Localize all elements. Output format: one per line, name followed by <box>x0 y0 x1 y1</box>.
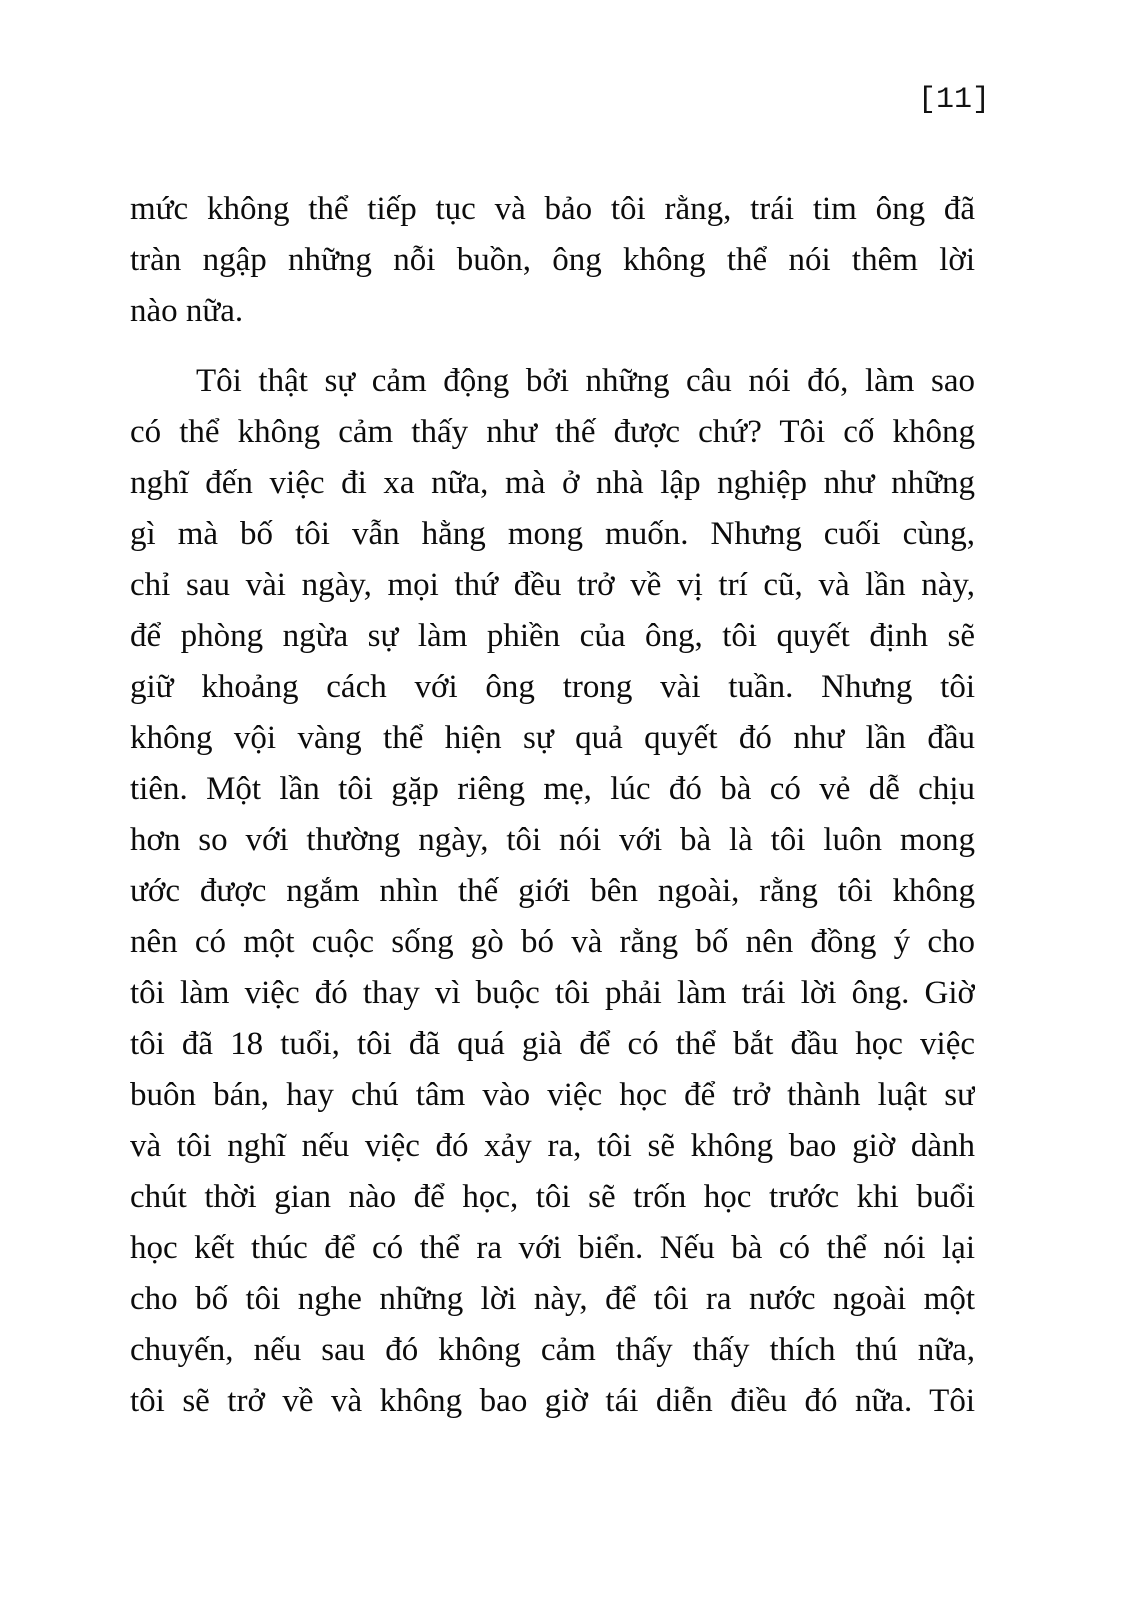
text-line: nào nữa. <box>130 293 244 329</box>
text-line: để phòng ngừa sự làm phiền của ông, tôi quyết định sẽ <box>130 618 975 654</box>
text-line: Tôi thật sự cảm động bởi những câu nói đó, làm sao <box>196 363 975 399</box>
text-line: chuyến, nếu sau đó không cảm thấy thấy thích thú nữa, <box>130 1332 975 1368</box>
text-line: không vội vàng thể hiện sự quả quyết đó như lần đầu <box>130 720 975 756</box>
text-line: buôn bán, hay chú tâm vào việc học để trở thành luật sư <box>130 1077 975 1113</box>
text-line: giữ khoảng cách với ông trong vài tuần. Nhưng tôi <box>130 669 975 705</box>
paragraph <box>130 184 975 337</box>
text-line: có thể không cảm thấy như thế được chứ? Tôi cố không <box>130 414 975 450</box>
text-line: học kết thúc để có thể ra với biển. Nếu bà có thể nói lại <box>130 1230 975 1266</box>
text-line: nghĩ đến việc đi xa nữa, mà ở nhà lập nghiệp như những <box>130 465 975 501</box>
text-line: cho bố tôi nghe những lời này, để tôi ra nước ngoài một <box>130 1281 975 1317</box>
text-line: tôi làm việc đó thay vì buộc tôi phải làm trái lời ông. Giờ <box>130 975 975 1011</box>
text-line: mức không thể tiếp tục và bảo tôi rằng, trái tim ông đã <box>130 191 975 227</box>
text-body <box>130 184 975 1427</box>
text-line: tiên. Một lần tôi gặp riêng mẹ, lúc đó bà có vẻ dễ chịu <box>130 771 975 807</box>
text-line: tôi sẽ trở về và không bao giờ tái diễn điều đó nữa. Tôi <box>130 1383 975 1419</box>
text-line: hơn so với thường ngày, tôi nói với bà là tôi luôn mong <box>130 822 975 858</box>
text-line: nên có một cuộc sống gò bó và rằng bố nên đồng ý cho <box>130 924 975 960</box>
text-line: gì mà bố tôi vẫn hằng mong muốn. Nhưng cuối cùng, <box>130 516 975 552</box>
text-line: ước được ngắm nhìn thế giới bên ngoài, rằng tôi không <box>130 873 975 909</box>
text-line: chút thời gian nào để học, tôi sẽ trốn học trước khi buổi <box>130 1179 975 1215</box>
text-line: tôi đã 18 tuổi, tôi đã quá già để có thể bắt đầu học việc <box>130 1026 975 1062</box>
text-line: và tôi nghĩ nếu việc đó xảy ra, tôi sẽ không bao giờ dành <box>130 1128 975 1164</box>
paragraph <box>130 356 975 1427</box>
text-line: chỉ sau vài ngày, mọi thứ đều trở về vị trí cũ, và lần này, <box>130 567 975 603</box>
text-line: tràn ngập những nỗi buồn, ông không thể nói thêm lời <box>130 242 975 278</box>
page-number: [11] <box>917 83 990 117</box>
